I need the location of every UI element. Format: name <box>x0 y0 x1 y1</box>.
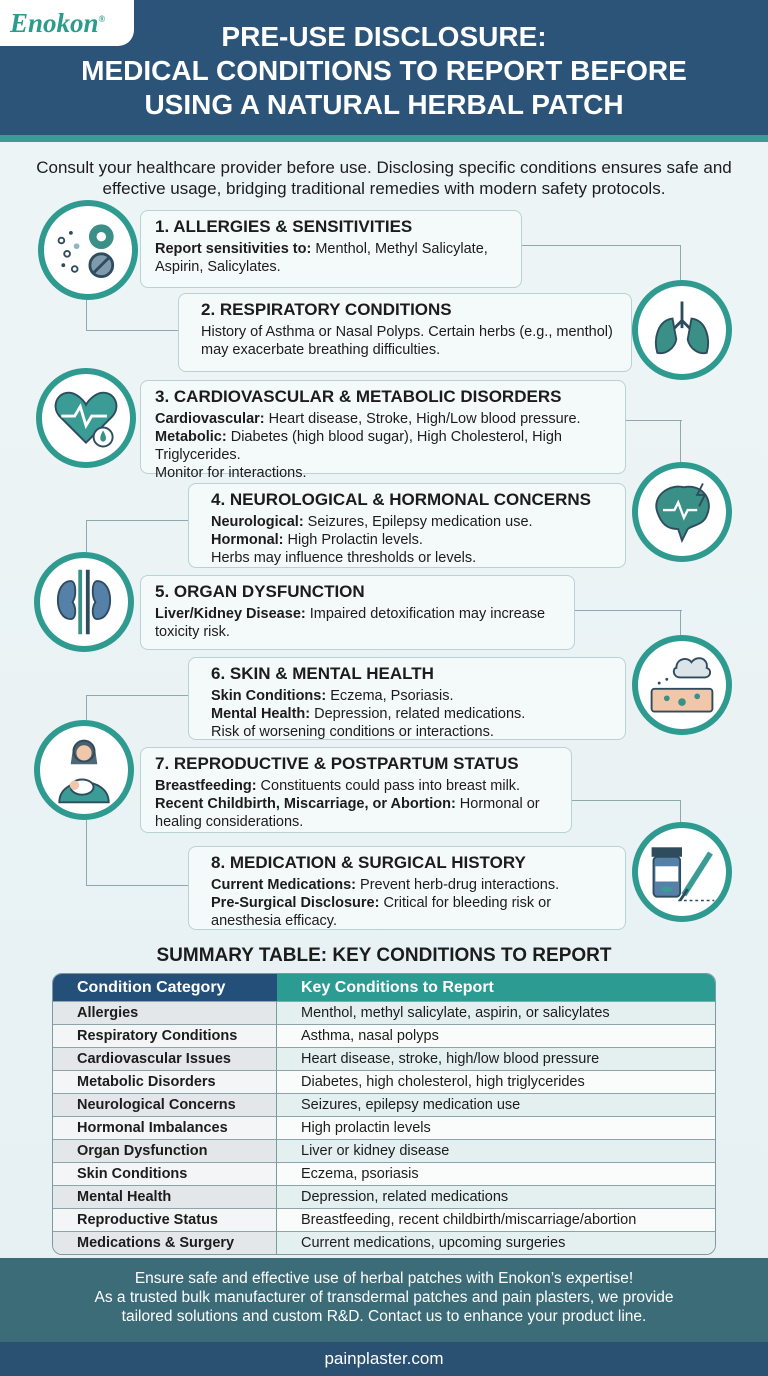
brain-icon <box>644 474 720 550</box>
connector-line <box>680 610 682 635</box>
section-line <box>211 513 611 531</box>
condition-category: Respiratory Conditions <box>53 1024 277 1047</box>
table-row <box>53 1185 715 1208</box>
logo-reg: ® <box>98 14 106 24</box>
pill-bottle-scalpel-icon <box>644 834 720 910</box>
connector-line <box>86 300 88 330</box>
line-text: Prevent herb-drug interactions. <box>356 877 560 893</box>
section-line <box>211 894 611 930</box>
key-conditions: High prolactin levels <box>277 1116 715 1139</box>
table-row <box>53 1093 715 1116</box>
section-title: 2. RESPIRATORY CONDITIONS <box>201 300 452 319</box>
condition-category: Organ Dysfunction <box>53 1139 277 1162</box>
section-card <box>140 747 572 833</box>
condition-category: Metabolic Disorders <box>53 1070 277 1093</box>
line-text: Risk of worsening conditions or interactions. <box>211 724 494 740</box>
section-icon-circle <box>632 822 732 922</box>
line-text: Eczema, Psoriasis. <box>326 688 454 704</box>
section-line <box>155 428 611 464</box>
connector-line <box>520 245 680 247</box>
key-conditions: Depression, related medications <box>277 1185 715 1208</box>
section-card <box>188 483 626 568</box>
section-title: 4. NEUROLOGICAL & HORMONAL CONCERNS <box>211 490 592 509</box>
key-conditions: Eczema, psoriasis <box>277 1162 715 1185</box>
section-card <box>140 380 626 481</box>
key-conditions: Breastfeeding, recent childbirth/miscarriage/abortion <box>277 1208 715 1231</box>
line-label: Skin Conditions: <box>211 688 327 704</box>
section-icon-circle <box>632 635 732 735</box>
condition-category: Skin Conditions <box>53 1162 277 1185</box>
line-label: Liver/Kidney Disease: <box>155 606 306 622</box>
section-line <box>211 723 611 741</box>
section-card <box>140 575 575 650</box>
section-icon-circle <box>34 552 134 652</box>
line-label: Current Medications: <box>211 877 357 893</box>
connector-line <box>626 420 682 422</box>
connector-line <box>86 330 178 332</box>
table-row <box>53 1139 715 1162</box>
connector-line <box>86 820 88 885</box>
header-stripe <box>0 135 768 142</box>
line-text: History of Asthma or Nasal Polyps. Certain herbs (e.g., menthol) may exacerbate breathing difficulties. <box>201 324 613 358</box>
table-row <box>53 1001 715 1024</box>
line-text: Menthol, Methyl Salicylate, Aspirin, Salicylates. <box>155 241 488 275</box>
section-title: 5. ORGAN DYSFUNCTION <box>155 582 365 601</box>
section-icon-circle <box>38 200 138 300</box>
section-line <box>201 323 617 359</box>
section-card <box>178 293 632 372</box>
intro-text: Consult your healthcare provider before use. Disclosing specific conditions ensures safe and effective usage, bridging traditional remedies with modern safety protocols. <box>36 158 732 198</box>
condition-category: Reproductive Status <box>53 1208 277 1231</box>
connector-line <box>86 695 188 697</box>
title-line: USING A NATURAL HERBAL PATCH <box>144 89 624 120</box>
section-title: 6. SKIN & MENTAL HEALTH <box>211 664 434 683</box>
section-line <box>211 876 611 894</box>
line-label: Breastfeeding: <box>155 778 257 794</box>
line-text: High Prolactin levels. <box>283 532 423 548</box>
section-card <box>188 657 626 740</box>
key-conditions: Asthma, nasal polyps <box>277 1024 715 1047</box>
section-line <box>155 777 557 795</box>
table-row <box>53 1070 715 1093</box>
line-text: Seizures, Epilepsy medication use. <box>303 514 533 530</box>
footer-line: Ensure safe and effective use of herbal patches with Enokon’s expertise! <box>134 1270 634 1287</box>
section-card <box>188 846 626 930</box>
line-label: Hormonal: <box>211 532 284 548</box>
header-condition-category: Condition Category <box>53 974 277 1001</box>
section-title: 1. ALLERGIES & SENSITIVITIES <box>155 217 413 236</box>
section-line <box>155 240 507 276</box>
kidneys-icon <box>46 564 122 640</box>
table-row <box>53 1231 715 1254</box>
connector-line <box>680 245 682 280</box>
section-title: 8. MEDICATION & SURGICAL HISTORY <box>211 853 526 872</box>
line-label: Cardiovascular: <box>155 411 265 427</box>
table-row <box>53 1024 715 1047</box>
allergen-flower-icon <box>50 212 126 288</box>
line-text: Impaired detoxification may increase toxicity risk. <box>155 606 546 640</box>
section-line <box>211 549 611 567</box>
connector-line <box>86 885 188 887</box>
section-card <box>140 210 522 288</box>
connector-line <box>86 695 88 720</box>
section-title: 3. CARDIOVASCULAR & METABOLIC DISORDERS <box>155 387 562 406</box>
key-conditions: Seizures, epilepsy medication use <box>277 1093 715 1116</box>
section-title: 7. REPRODUCTIVE & POSTPARTUM STATUS <box>155 754 519 773</box>
table-row <box>53 1208 715 1231</box>
condition-category: Medications & Surgery <box>53 1231 277 1254</box>
section-line <box>211 687 611 705</box>
line-text: Heart disease, Stroke, High/Low blood pressure. <box>264 411 581 427</box>
footer-line: As a trusted bulk manufacturer of transdermal patches and pain plasters, we provide <box>94 1289 674 1306</box>
summary-title: SUMMARY TABLE: KEY CONDITIONS TO REPORT <box>156 945 612 966</box>
section-icon-circle <box>34 720 134 820</box>
key-conditions: Diabetes, high cholesterol, high triglycerides <box>277 1070 715 1093</box>
section-icon-circle <box>632 280 732 380</box>
section-line <box>155 410 611 428</box>
line-label: Pre-Surgical Disclosure: <box>211 895 380 911</box>
heart-pulse-icon <box>48 380 124 456</box>
summary-table <box>52 973 716 1255</box>
connector-line <box>572 800 680 802</box>
section-line <box>211 531 611 549</box>
logo-text: Enokon <box>10 8 99 38</box>
website-link[interactable]: painplaster.com <box>0 1342 768 1376</box>
table-row <box>53 1116 715 1139</box>
line-text: Herbs may influence thresholds or levels. <box>211 550 477 566</box>
line-label: Recent Childbirth, Miscarriage, or Abortion: <box>155 796 456 812</box>
line-label: Report sensitivities to: <box>155 241 312 257</box>
line-text: Monitor for interactions. <box>155 465 307 481</box>
section-line <box>155 605 560 641</box>
connector-line <box>86 520 88 552</box>
key-conditions: Heart disease, stroke, high/low blood pressure <box>277 1047 715 1070</box>
condition-category: Neurological Concerns <box>53 1093 277 1116</box>
key-conditions: Current medications, upcoming surgeries <box>277 1231 715 1254</box>
section-line <box>155 464 611 482</box>
section-icon-circle <box>632 462 732 562</box>
condition-category: Allergies <box>53 1001 277 1024</box>
key-conditions: Liver or kidney disease <box>277 1139 715 1162</box>
skin-cloud-icon <box>644 647 720 723</box>
line-label: Mental Health: <box>211 706 311 722</box>
condition-category: Mental Health <box>53 1185 277 1208</box>
title-line: PRE-USE DISCLOSURE: <box>221 21 547 52</box>
footer-line: tailored solutions and custom R&D. Contact us to enhance your product line. <box>121 1308 647 1325</box>
table-row <box>53 1047 715 1070</box>
section-line <box>155 795 557 831</box>
condition-category: Hormonal Imbalances <box>53 1116 277 1139</box>
line-text: Depression, related medications. <box>310 706 526 722</box>
condition-category: Cardiovascular Issues <box>53 1047 277 1070</box>
line-text: Constituents could pass into breast milk. <box>256 778 521 794</box>
line-text: Hormonal or healing considerations. <box>155 796 540 830</box>
header-key-conditions: Key Conditions to Report <box>277 974 715 1001</box>
line-label: Neurological: <box>211 514 304 530</box>
connector-line <box>680 420 682 462</box>
line-label: Metabolic: <box>155 429 227 445</box>
key-conditions: Menthol, methyl salicylate, aspirin, or salicylates <box>277 1001 715 1024</box>
section-icon-circle <box>36 368 136 468</box>
line-text: Critical for bleeding risk or anesthesia efficacy. <box>211 895 552 929</box>
footer-message <box>0 1258 768 1342</box>
mother-baby-icon <box>46 732 122 808</box>
lungs-icon <box>644 292 720 368</box>
connector-line <box>86 520 188 522</box>
section-line <box>211 705 611 723</box>
table-row <box>53 1162 715 1185</box>
connector-line <box>575 610 682 612</box>
page-title <box>60 20 708 122</box>
title-line: MEDICAL CONDITIONS TO REPORT BEFORE <box>81 55 687 86</box>
line-text: Diabetes (high blood sugar), High Cholesterol, High Triglycerides. <box>155 429 562 463</box>
